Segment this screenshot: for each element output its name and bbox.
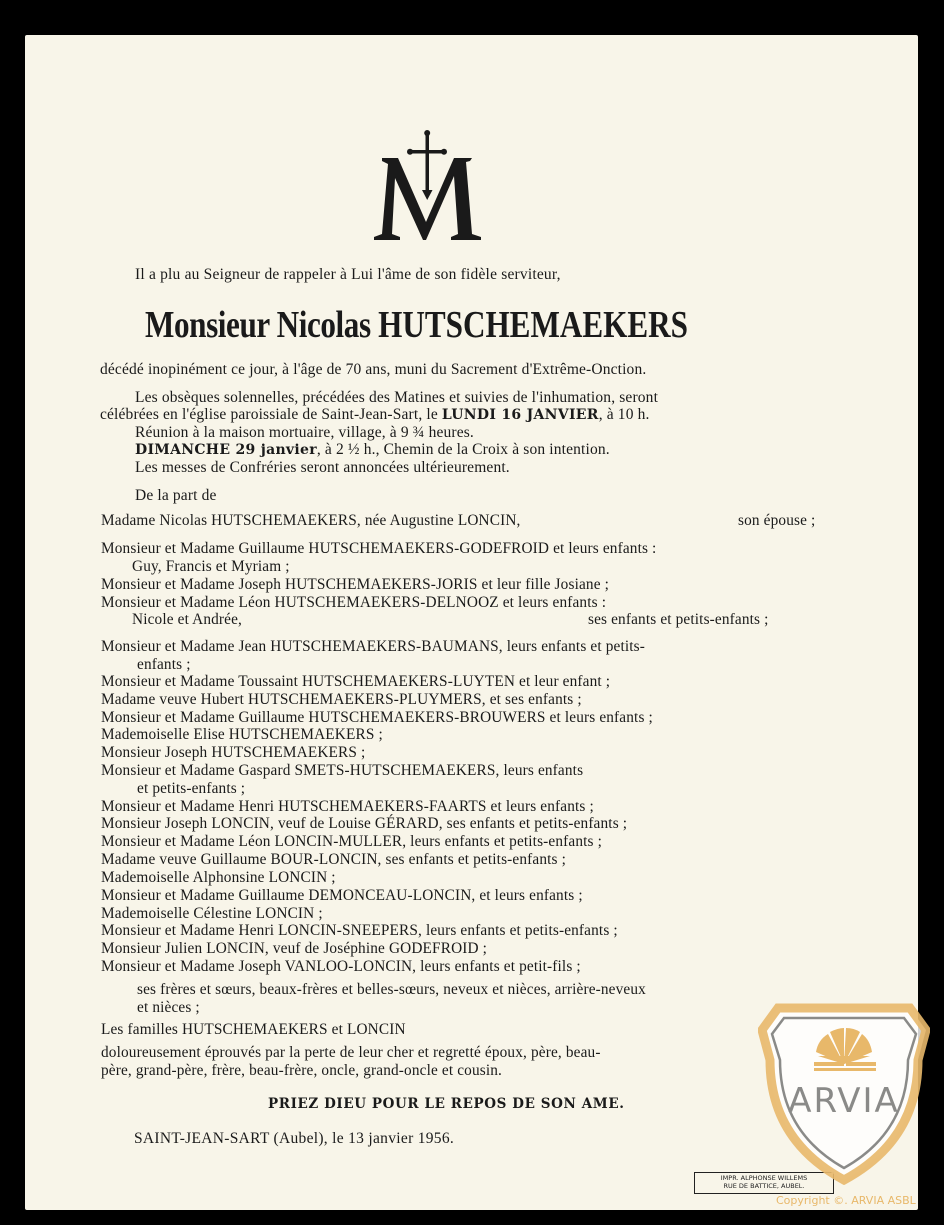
family-line-right: ses enfants et petits-enfants ;	[588, 611, 769, 628]
family-line: Monsieur et Madame Guillaume HUTSCHEMAEKERS-BROUWERS et leurs enfants ;	[101, 709, 653, 726]
family-line: Monsieur et Madame Joseph HUTSCHEMAEKERS-JORIS et leur fille Josiane ;	[101, 576, 610, 593]
family-line: Monsieur et Madame Henri HUTSCHEMAEKERS-FAARTS et leurs enfants ;	[101, 798, 594, 815]
family-line-right: son épouse ;	[738, 512, 816, 529]
family-line: enfants ;	[137, 656, 191, 673]
family-line: doloureusement éprouvés par la perte de leur cher et regretté époux, père, beau-	[101, 1044, 601, 1061]
family-line: Monsieur et Madame Léon HUTSCHEMAEKERS-DELNOOZ et leurs enfants :	[101, 594, 607, 611]
ceremony-line-2-text: célébrées en l'église paroissiale de Saint-Jean-Sart, le	[100, 406, 442, 423]
intro-text: Il a plu au Seigneur de rappeler à Lui l'âme de son fidèle serviteur,	[135, 266, 561, 283]
printer-line-2: RUE DE BATTICE, AUBEL.	[723, 1182, 805, 1190]
watermark-brand: ARVIA	[788, 1081, 900, 1121]
family-line: Guy, Francis et Myriam ;	[132, 558, 290, 575]
family-line: Monsieur et Madame Guillaume HUTSCHEMAEKERS-GODEFROID et leurs enfants :	[101, 540, 657, 557]
family-line: Madame veuve Guillaume BOUR-LONCIN, ses enfants et petits-enfants ;	[101, 851, 567, 868]
ceremony-line-3: Réunion à la maison mortuaire, village, à 9 ¾ heures.	[135, 424, 474, 441]
deceased-surname: HUTSCHEMAEKERS	[378, 304, 689, 346]
family-line: Nicole et Andrée,	[132, 611, 243, 628]
family-line: Monsieur et Madame Guillaume DEMONCEAU-LONCIN, et leurs enfants ;	[101, 887, 583, 904]
family-line: Mademoiselle Célestine LONCIN ;	[101, 905, 323, 922]
family-line: Monsieur et Madame Léon LONCIN-MULLER, leurs enfants et petits-enfants ;	[101, 833, 603, 850]
prayer-line: PRIEZ DIEU POUR LE REPOS DE SON AME.	[268, 1096, 625, 1112]
death-line: décédé inopinément ce jour, à l'âge de 70 ans, muni du Sacrement d'Extrême-Onction.	[100, 361, 647, 378]
stations-date: DIMANCHE 29 janvier	[135, 442, 317, 458]
ceremony-line-1: Les obsèques solennelles, précédées des Matines et suivies de l'inhumation, seront	[135, 389, 659, 406]
family-line: ses frères et sœurs, beaux-frères et belles-sœurs, neveux et nièces, arrière-neveux	[137, 981, 646, 998]
printer-line-1: IMPR. ALPHONSE WILLEMS	[720, 1174, 808, 1182]
family-line: Les familles HUTSCHEMAEKERS et LONCIN	[101, 1021, 406, 1038]
family-line: père, grand-père, frère, beau-frère, oncle, grand-oncle et cousin.	[101, 1062, 503, 1079]
ceremony-line-5: Les messes de Confréries seront annoncées ultérieurement.	[135, 459, 510, 476]
marian-monogram-icon	[368, 130, 488, 250]
ceremony-line-4	[135, 441, 610, 459]
place-date: SAINT-JEAN-SART (Aubel), le 13 janvier 1956.	[134, 1130, 455, 1147]
deceased-title: Monsieur Nicolas	[145, 304, 371, 346]
copyright-text: Copyright ©. ARVIA ASBL	[776, 1194, 916, 1207]
family-line: Madame veuve Hubert HUTSCHEMAEKERS-PLUYMERS, et ses enfants ;	[101, 691, 582, 708]
family-line: Monsieur Joseph HUTSCHEMAEKERS ;	[101, 744, 366, 761]
from-label: De la part de	[135, 487, 217, 504]
arvia-shield-logo-icon	[758, 1000, 930, 1185]
family-line: Monsieur et Madame Gaspard SMETS-HUTSCHEMAEKERS, leurs enfants	[101, 762, 584, 779]
ceremony-line-2	[100, 406, 650, 424]
family-line: Monsieur et Madame Henri LONCIN-SNEEPERS, leurs enfants et petits-enfants ;	[101, 922, 618, 939]
family-line: Monsieur et Madame Toussaint HUTSCHEMAEKERS-LUYTEN et leur enfant ;	[101, 673, 611, 690]
family-line: Madame Nicolas HUTSCHEMAEKERS, née Augustine LONCIN,	[101, 512, 521, 529]
stations-text: , à 2 ½ h., Chemin de la Croix à son intention.	[316, 441, 610, 458]
family-line: Mademoiselle Elise HUTSCHEMAEKERS ;	[101, 726, 383, 743]
family-line: Monsieur et Madame Joseph VANLOO-LONCIN, leurs enfants et petit-fils ;	[101, 958, 581, 975]
family-line: et petits-enfants ;	[137, 780, 246, 797]
family-line: Monsieur et Madame Jean HUTSCHEMAEKERS-BAUMANS, leurs enfants et petits-	[101, 638, 645, 655]
funeral-date: LUNDI 16 JANVIER	[441, 407, 599, 423]
funeral-time: , à 10 h.	[598, 406, 650, 423]
family-line: Monsieur Joseph LONCIN, veuf de Louise GÉRARD, ses enfants et petits-enfants ;	[101, 815, 628, 832]
deceased-name	[145, 303, 688, 347]
family-line: Mademoiselle Alphonsine LONCIN ;	[101, 869, 336, 886]
family-line: et nièces ;	[137, 999, 200, 1016]
family-line: Monsieur Julien LONCIN, veuf de Joséphine GODEFROID ;	[101, 940, 488, 957]
